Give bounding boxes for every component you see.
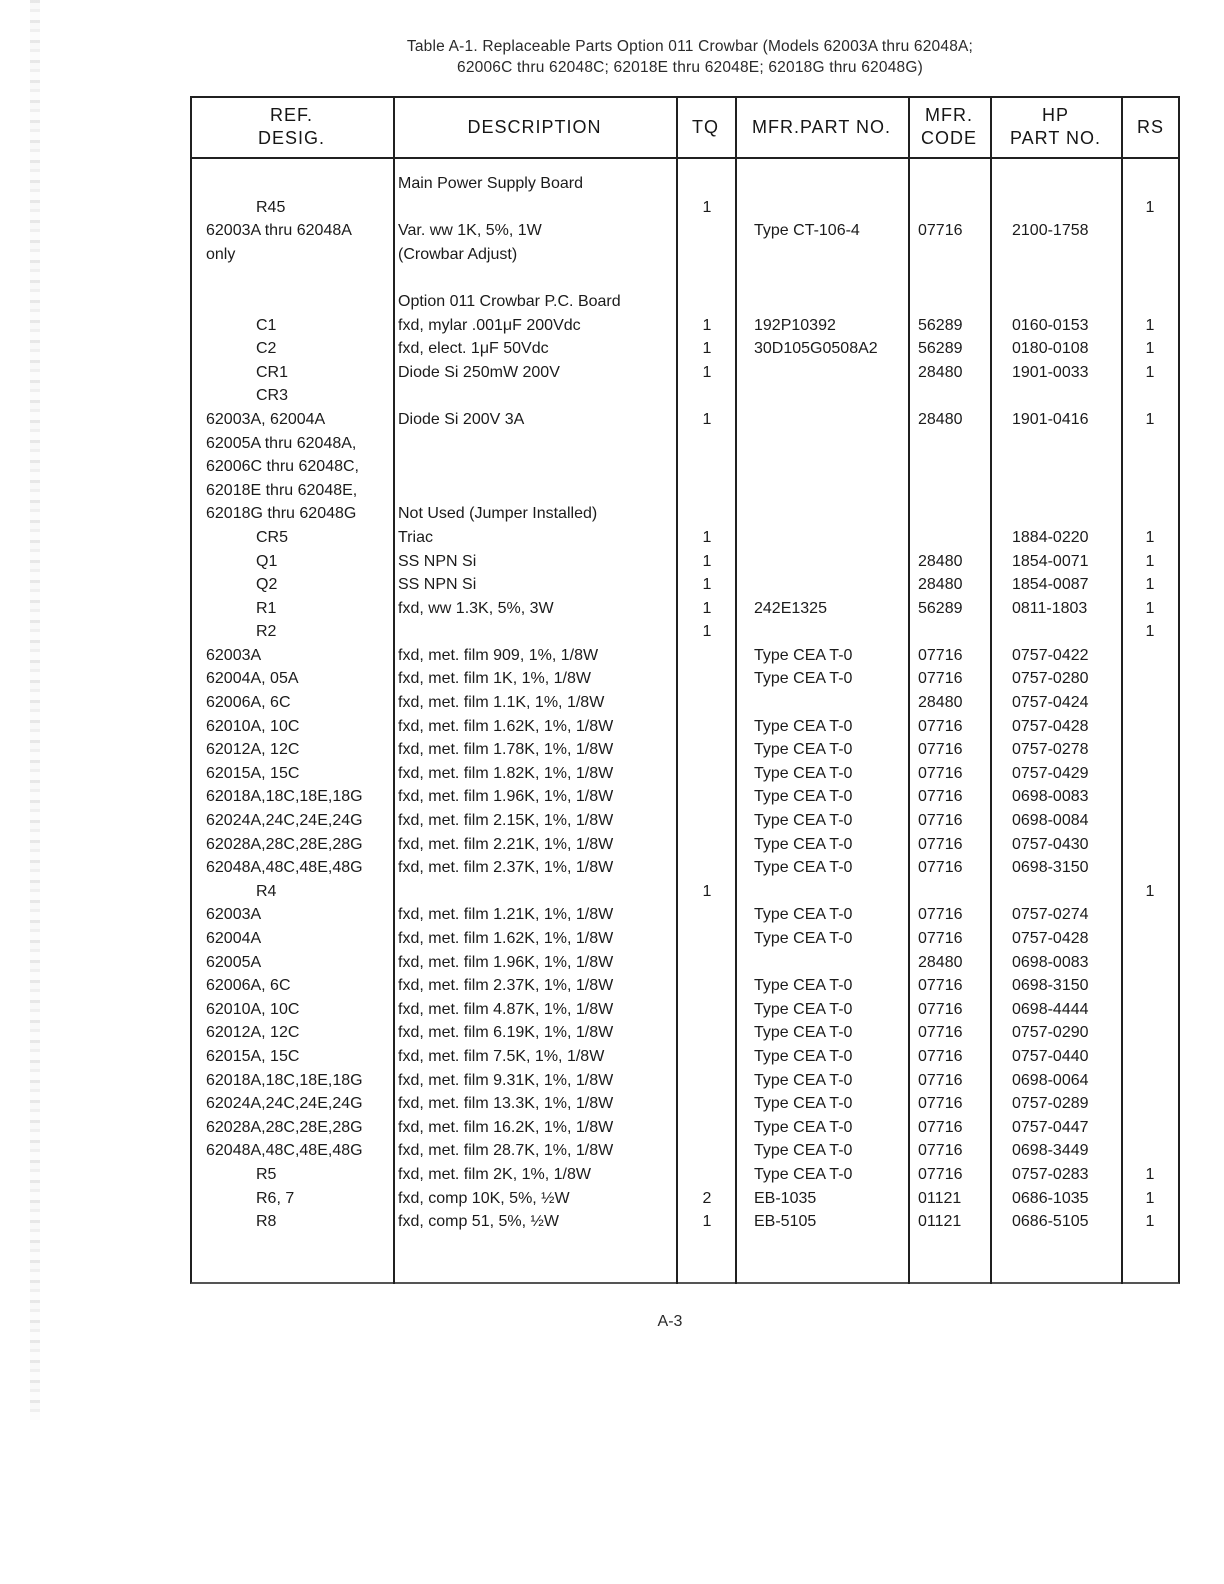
hp-part-cell: 0698-3150 (1012, 859, 1089, 877)
description-cell: fxd, met. film 16.2K, 1%, 1/8W (398, 1118, 614, 1136)
description-cell: fxd, met. film 9.31K, 1%, 1/8W (398, 1071, 614, 1089)
mfr-part-cell: EB-1035 (754, 1189, 817, 1207)
hp-part-cell: 0757-0280 (1012, 670, 1089, 688)
description-cell: fxd, elect. 1μF 50Vdc (398, 340, 549, 358)
table-row (190, 856, 1180, 880)
ref-desig-cell: 62048A,48C,48E,48G (206, 1142, 363, 1160)
mfr-code-cell: 56289 (918, 340, 963, 358)
hp-part-cell: 1854-0071 (1012, 552, 1089, 570)
ref-desig-cell: 62018A,18C,18E,18G (206, 1071, 363, 1089)
hp-part-cell: 0686-5105 (1012, 1213, 1089, 1231)
description-cell: Main Power Supply Board (398, 175, 583, 192)
table-row (190, 809, 1180, 833)
tq-cell: 1 (702, 198, 712, 216)
mfr-code-cell: 07716 (918, 1165, 963, 1183)
description-cell: fxd, met. film 4.87K, 1%, 1/8W (398, 1000, 614, 1018)
table-row (190, 172, 1180, 196)
ref-desig-cell: 62028A,28C,28E,28G (206, 835, 363, 853)
header-ref-line: REF. (269, 105, 313, 125)
table-row (190, 266, 1180, 290)
tq-cell: 1 (702, 576, 712, 594)
ref-desig-cell: 62004A, 05A (206, 670, 299, 688)
table-row (190, 361, 1180, 385)
ref-desig-cell: 62024A,24C,24E,24G (206, 812, 363, 830)
hp-part-cell: 1884-0220 (1012, 528, 1089, 546)
ref-desig-cell: R4 (256, 882, 277, 900)
description-cell: Option 011 Crowbar P.C. Board (398, 292, 621, 310)
table-row (190, 597, 1180, 621)
rs-cell: 1 (1145, 363, 1155, 381)
ref-desig-cell: 62005A thru 62048A, (206, 434, 357, 452)
ref-desig-cell: 62004A (206, 930, 262, 947)
hp-part-cell: 0698-0064 (1012, 1071, 1089, 1089)
description-cell: (Crowbar Adjust) (398, 245, 518, 263)
hp-part-cell: 0757-0428 (1012, 717, 1089, 735)
ref-desig-cell: 62003A thru 62048A (206, 222, 352, 240)
header-rs (1121, 96, 1180, 158)
ref-desig-cell: CR5 (256, 528, 289, 546)
description-cell: fxd, comp 51, 5%, ½W (398, 1213, 559, 1231)
mfr-code-cell: 07716 (918, 1095, 963, 1113)
description-cell: Not Used (Jumper Installed) (398, 505, 598, 523)
mfr-code-cell: 28480 (918, 410, 963, 428)
mfr-part-cell: Type CEA T-0 (754, 1165, 853, 1183)
description-cell: fxd, comp 10K, 5%, ½W (398, 1189, 570, 1207)
hp-part-cell: 2100-1758 (1012, 222, 1089, 240)
ref-desig-cell: 62006A, 6C (206, 977, 291, 995)
ref-desig-cell: 62018E thru 62048E, (206, 481, 358, 499)
description-cell: Diode Si 250mW 200V (398, 363, 560, 381)
hp-part-cell: 0757-0278 (1012, 741, 1089, 759)
rs-cell: 1 (1145, 340, 1155, 358)
mfr-part-cell: Type CT-106-4 (754, 222, 860, 240)
ref-desig-cell: R2 (256, 623, 277, 641)
table-row (190, 550, 1180, 574)
header-mfr-code (908, 96, 990, 158)
mfr-part-cell: 30D105G0508A2 (754, 340, 878, 358)
mfr-code-cell: 07716 (918, 1142, 963, 1160)
ref-desig-cell: 62015A, 15C (206, 1047, 300, 1065)
tq-cell: 1 (702, 316, 712, 334)
description-cell: fxd, met. film 1.21K, 1%, 1/8W (398, 906, 614, 924)
ref-desig-cell: 62018A,18C,18E,18G (206, 788, 363, 806)
ref-desig-cell: Q1 (256, 552, 278, 570)
table-row (190, 691, 1180, 715)
hp-part-cell: 0698-3150 (1012, 977, 1089, 995)
table-row (190, 196, 1180, 220)
mfr-code-cell: 07716 (918, 717, 963, 735)
mfr-code-cell: 01121 (918, 1213, 962, 1231)
ref-desig-cell: 62018G thru 62048G (206, 505, 357, 523)
mfr-part-cell: Type CEA T-0 (754, 906, 853, 924)
description-cell: fxd, met. film 6.19K, 1%, 1/8W (398, 1024, 614, 1042)
mfr-part-cell: 192P10392 (754, 316, 836, 334)
mfr-part-cell: Type CEA T-0 (754, 670, 853, 688)
mfr-code-cell: 28480 (918, 363, 963, 381)
table-row (190, 833, 1180, 857)
table-row (190, 1092, 1180, 1116)
rs-cell: 1 (1145, 552, 1155, 570)
ref-desig-cell: CR1 (256, 363, 289, 381)
table-row (190, 479, 1180, 503)
mfr-part-cell: Type CEA T-0 (754, 1095, 853, 1113)
description-cell: Var. ww 1K, 5%, 1W (398, 222, 542, 240)
mfr-part-cell: Type CEA T-0 (754, 764, 853, 782)
page-number: A-3 (657, 1313, 683, 1330)
hp-part-cell: 0757-0290 (1012, 1024, 1089, 1042)
mfr-part-cell: 242E1325 (754, 599, 827, 617)
hp-part-cell: 0757-0274 (1012, 906, 1089, 924)
mfr-code-cell: 07716 (918, 906, 963, 924)
rs-cell: 1 (1145, 599, 1155, 617)
hp-part-cell: 0686-1035 (1012, 1189, 1089, 1207)
ref-desig-cell: 62005A (206, 953, 262, 971)
hp-part-cell: 0757-0424 (1012, 694, 1089, 712)
description-cell: fxd, mylar .001μF 200Vdc (398, 316, 581, 334)
mfr-code-cell: 28480 (918, 552, 963, 570)
table-row (190, 1116, 1180, 1140)
table-row (190, 974, 1180, 998)
mfr-code-cell: 07716 (918, 646, 963, 664)
hp-part-cell: 1854-0087 (1012, 576, 1089, 594)
ref-desig-cell: 62028A,28C,28E,28G (206, 1118, 363, 1136)
table-row (190, 1045, 1180, 1069)
hp-part-cell: 1901-0416 (1012, 410, 1089, 428)
description-cell: fxd, met. film 1.96K, 1%, 1/8W (398, 788, 614, 806)
rs-cell: 1 (1145, 1165, 1155, 1183)
tq-cell: 1 (702, 363, 712, 381)
description-cell: fxd, met. film 28.7K, 1%, 1/8W (398, 1142, 614, 1160)
table-row (190, 1163, 1180, 1187)
description-cell: fxd, met. film 2.21K, 1%, 1/8W (398, 835, 614, 853)
header-part-no-line: PART NO. (1009, 128, 1102, 148)
mfr-code-cell: 07716 (918, 930, 963, 947)
table-row (190, 432, 1180, 456)
mfr-code-cell: 07716 (918, 1024, 963, 1042)
description-cell: SS NPN Si (398, 576, 477, 594)
header-desig-line: DESIG. (257, 128, 325, 148)
hp-part-cell: 0757-0440 (1012, 1047, 1089, 1065)
table-row (190, 762, 1180, 786)
mfr-part-cell: Type CEA T-0 (754, 930, 853, 947)
tq-cell: 2 (702, 1189, 712, 1207)
mfr-part-cell: Type CEA T-0 (754, 1000, 853, 1018)
description-cell: Diode Si 200V 3A (398, 410, 525, 428)
rs-cell: 1 (1145, 576, 1155, 594)
hp-part-cell: 0757-0283 (1012, 1165, 1089, 1183)
table-row (190, 1069, 1180, 1093)
rs-cell: 1 (1145, 198, 1155, 216)
mfr-code-cell: 07716 (918, 222, 963, 240)
rs-cell: 1 (1145, 528, 1155, 546)
table-row (190, 290, 1180, 314)
table-row (190, 951, 1180, 975)
table-caption-line-1: Table A-1. Replaceable Parts Option 011 Crowbar (Models 62003A thru 62048A; (406, 38, 974, 55)
mfr-part-cell: Type CEA T-0 (754, 1142, 853, 1160)
table-row (190, 384, 1180, 408)
hp-part-cell: 0698-3449 (1012, 1142, 1089, 1160)
table-row (190, 502, 1180, 526)
mfr-part-cell: Type CEA T-0 (754, 741, 853, 759)
ref-desig-cell: R1 (256, 599, 277, 617)
hp-part-cell: 0698-0083 (1012, 953, 1089, 971)
description-cell: fxd, met. film 1.62K, 1%, 1/8W (398, 717, 614, 735)
table-row (190, 1187, 1180, 1211)
table-row (190, 219, 1180, 243)
rs-cell: 1 (1145, 882, 1155, 900)
ref-desig-cell: R45 (256, 198, 286, 216)
table-row (190, 243, 1180, 267)
hp-part-cell: 0757-0428 (1012, 930, 1089, 947)
ref-desig-cell: 62010A, 10C (206, 717, 300, 735)
hp-part-cell: 0757-0447 (1012, 1118, 1089, 1136)
ref-desig-cell: 62006A, 6C (206, 694, 291, 712)
ref-desig-cell: C2 (256, 340, 277, 358)
description-cell: fxd, met. film 2.37K, 1%, 1/8W (398, 977, 614, 995)
hp-part-cell: 0757-0422 (1012, 646, 1089, 664)
mfr-part-cell: Type CEA T-0 (754, 812, 853, 830)
mfr-code-cell: 07716 (918, 812, 963, 830)
mfr-code-cell: 07716 (918, 788, 963, 806)
mfr-part-cell: Type CEA T-0 (754, 977, 853, 995)
description-cell: fxd, met. film 2.15K, 1%, 1/8W (398, 812, 614, 830)
ref-desig-cell: 62010A, 10C (206, 1000, 300, 1018)
ref-desig-cell: 62003A, 62004A (206, 410, 326, 428)
mfr-part-cell: Type CEA T-0 (754, 859, 853, 877)
header-hp-line: HP (1041, 105, 1069, 125)
rs-cell: 1 (1145, 316, 1155, 334)
hp-part-cell: 0757-0430 (1012, 835, 1089, 853)
mfr-code-cell: 07716 (918, 670, 963, 688)
table-row (190, 337, 1180, 361)
tq-cell: 1 (702, 599, 712, 617)
table-row (190, 715, 1180, 739)
header-tq-label: TQ (692, 116, 719, 137)
header-mfr-part-label: MFR.PART NO. (751, 116, 891, 137)
mfr-part-cell: Type CEA T-0 (754, 1071, 853, 1089)
ref-desig-cell: Q2 (256, 576, 278, 594)
rs-cell: 1 (1145, 623, 1155, 641)
rs-cell: 1 (1145, 1189, 1155, 1207)
mfr-part-cell: Type CEA T-0 (754, 1047, 853, 1065)
ref-desig-cell: 62003A (206, 646, 262, 664)
mfr-code-cell: 01121 (918, 1189, 962, 1207)
table-row (190, 526, 1180, 550)
tq-cell: 1 (702, 1213, 712, 1231)
mfr-part-cell: Type CEA T-0 (754, 1024, 853, 1042)
header-description-label: DESCRIPTION (467, 116, 602, 137)
hp-part-cell: 0811-1803 (1012, 599, 1088, 617)
description-cell: fxd, met. film 1.82K, 1%, 1/8W (398, 764, 614, 782)
mfr-code-cell: 07716 (918, 1118, 963, 1136)
mfr-code-cell: 07716 (918, 1071, 963, 1089)
rs-cell: 1 (1145, 1213, 1155, 1231)
mfr-code-cell: 56289 (918, 599, 963, 617)
ref-desig-cell: R8 (256, 1213, 277, 1231)
description-cell: fxd, met. film 1.1K, 1%, 1/8W (398, 694, 605, 712)
hp-part-cell: 0698-4444 (1012, 1000, 1089, 1018)
mfr-code-cell: 56289 (918, 316, 963, 334)
table-row (190, 455, 1180, 479)
tq-cell: 1 (702, 882, 712, 900)
table-row (190, 785, 1180, 809)
hp-part-cell: 1901-0033 (1012, 363, 1089, 381)
tq-cell: 1 (702, 340, 712, 358)
table-row (190, 903, 1180, 927)
ref-desig-cell: 62012A, 12C (206, 741, 300, 759)
header-mfr-line: MFR. (924, 105, 973, 125)
description-cell: fxd, ww 1.3K, 5%, 3W (398, 599, 554, 617)
header-ref-desig (190, 96, 393, 158)
mfr-part-cell: Type CEA T-0 (754, 1118, 853, 1136)
table-row (190, 1021, 1180, 1045)
hp-part-cell: 0757-0429 (1012, 764, 1089, 782)
mfr-code-cell: 07716 (918, 764, 963, 782)
ref-desig-cell: 62003A (206, 906, 262, 924)
mfr-code-cell: 28480 (918, 953, 963, 971)
rs-cell: 1 (1145, 410, 1155, 428)
table-row (190, 927, 1180, 951)
mfr-part-cell: Type CEA T-0 (754, 788, 853, 806)
ref-desig-cell: R5 (256, 1165, 277, 1183)
hp-part-cell: 0160-0153 (1012, 316, 1089, 334)
header-tq (676, 96, 735, 158)
table-row (190, 620, 1180, 644)
mfr-code-cell: 07716 (918, 835, 963, 853)
description-cell: fxd, met. film 2K, 1%, 1/8W (398, 1165, 591, 1183)
hp-part-cell: 0698-0083 (1012, 788, 1089, 806)
description-cell: fxd, met. film 13.3K, 1%, 1/8W (398, 1095, 614, 1113)
mfr-part-cell: EB-5105 (754, 1213, 817, 1231)
replaceable-parts-table (190, 96, 1180, 1284)
description-cell: fxd, met. film 1.96K, 1%, 1/8W (398, 953, 614, 971)
description-cell: SS NPN Si (398, 552, 477, 570)
ref-desig-cell: 62015A, 15C (206, 764, 300, 782)
header-hp-part-no (990, 96, 1121, 158)
hp-part-cell: 0698-0084 (1012, 812, 1089, 830)
ref-desig-cell: 62024A,24C,24E,24G (206, 1095, 363, 1113)
table-row (190, 880, 1180, 904)
description-cell: fxd, met. film 909, 1%, 1/8W (398, 646, 599, 664)
table-caption-line-2: 62006C thru 62048C; 62018E thru 62048E; 62018G thru 62048G) (457, 59, 923, 76)
header-code-line: CODE (920, 128, 977, 148)
tq-cell: 1 (702, 552, 712, 570)
mfr-part-cell: Type CEA T-0 (754, 646, 853, 664)
mfr-code-cell: 28480 (918, 576, 963, 594)
table-row (190, 1210, 1180, 1234)
description-cell: fxd, met. film 1.62K, 1%, 1/8W (398, 930, 614, 947)
tq-cell: 1 (702, 623, 712, 641)
table-row (190, 573, 1180, 597)
ref-desig-cell: only (206, 245, 236, 263)
mfr-part-cell: Type CEA T-0 (754, 835, 853, 853)
tq-cell: 1 (702, 528, 712, 546)
ref-desig-cell: 62006C thru 62048C, (206, 458, 359, 476)
mfr-code-cell: 07716 (918, 741, 963, 759)
description-cell: fxd, met. film 2.37K, 1%, 1/8W (398, 859, 614, 877)
ref-desig-cell: 62048A,48C,48E,48G (206, 859, 363, 877)
description-cell: Triac (398, 528, 433, 546)
ref-desig-cell: C1 (256, 316, 277, 334)
scan-edge-shadow (30, 0, 40, 1420)
mfr-part-cell: Type CEA T-0 (754, 717, 853, 735)
ref-desig-cell: R6, 7 (256, 1189, 295, 1207)
table-row (190, 667, 1180, 691)
table-body (190, 172, 1180, 1234)
header-mfr-part-no (735, 96, 908, 158)
table-row (190, 998, 1180, 1022)
table-row (190, 644, 1180, 668)
ref-desig-cell: 62012A, 12C (206, 1024, 300, 1042)
table-row (190, 738, 1180, 762)
hp-part-cell: 0757-0289 (1012, 1095, 1089, 1113)
description-cell: fxd, met. film 1K, 1%, 1/8W (398, 670, 591, 688)
table-row (190, 1139, 1180, 1163)
mfr-code-cell: 07716 (918, 977, 963, 995)
description-cell: fxd, met. film 1.78K, 1%, 1/8W (398, 741, 614, 759)
mfr-code-cell: 28480 (918, 694, 963, 712)
ref-desig-cell: CR3 (256, 387, 289, 405)
mfr-code-cell: 07716 (918, 1047, 963, 1065)
description-cell: fxd, met. film 7.5K, 1%, 1/8W (398, 1047, 605, 1065)
header-description (393, 96, 676, 158)
mfr-code-cell: 07716 (918, 1000, 963, 1018)
tq-cell: 1 (702, 410, 712, 428)
table-row (190, 408, 1180, 432)
mfr-code-cell: 07716 (918, 859, 963, 877)
table-caption (190, 36, 1190, 78)
header-rs-label: RS (1136, 116, 1164, 137)
table-row (190, 314, 1180, 338)
hp-part-cell: 0180-0108 (1012, 340, 1089, 358)
